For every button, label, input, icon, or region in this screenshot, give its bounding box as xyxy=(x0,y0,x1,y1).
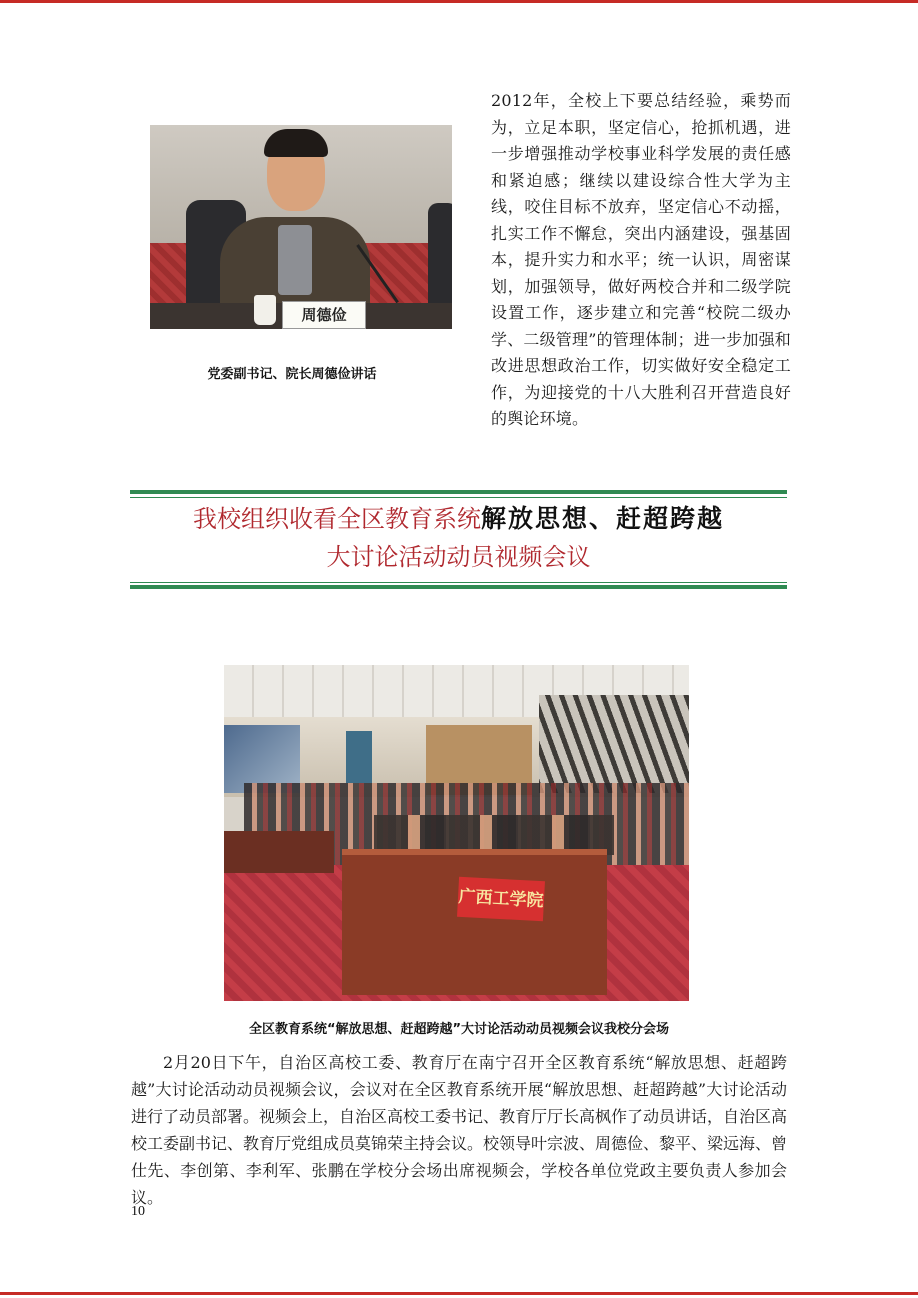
side-desk xyxy=(224,831,334,873)
headline-line-1 xyxy=(130,502,787,536)
headline-banner xyxy=(130,490,787,590)
speaker-collar xyxy=(278,225,312,295)
headline-emphasis: 解放思想、赶超跨越 xyxy=(480,504,724,533)
page-number: 10 xyxy=(131,1204,145,1219)
tea-cup xyxy=(254,295,276,325)
bottom-border xyxy=(0,1292,918,1295)
banner-bottom-rule xyxy=(130,585,787,589)
article-body-paragraph: 2月20日下午，自治区高校工委、教育厅在南宁召开全区教育系统“解放思想、赶超跨越”大讨论活动动员视频会议，会议对在全区教育系统开展“解放思想、赶超跨越”大讨论活动进行了动员部署。视频会上，自治区高校工委书记、教育厅厅长高枫作了动员讲话，自治区高校工委副书记、教育厅党组成员莫锦荣主持会议。校领导叶宗波、周德俭、黎平、梁远海、曾仕先、李创第、李利军、张鹏在学校分会场出席视频会，学校各单位党政主要负责人参加会议。 xyxy=(131,1053,788,1207)
main-desk xyxy=(342,855,607,995)
desk-sign: 广西工学院 xyxy=(457,877,545,921)
right-column-paragraph: 2012年，全校上下要总结经验，乘势而为，立足本职，坚定信心，抢抓机遇，进一步增强推动学校事业科学发展的责任感和紧迫感；继续以建设综合性大学为主线，咬住目标不放弃，坚定信心不动摇，扎实工作不懈怠，突出内涵建设，强基固本，提升实力和水平；统一认识，周密谋划，加强领导，做好两校合并和二级学院设置工作，逐步建立和完善“校院二级办学、二级管理”的管理体制；进一步加强和改进思想政治工作，切实做好安全稳定工作，为迎接党的十八大胜利召开营造良好的舆论环境。 xyxy=(491,91,791,428)
hall-mural xyxy=(539,695,689,793)
photo-chair xyxy=(428,203,452,313)
top-border xyxy=(0,0,918,3)
photo2-caption: 全区教育系统“解放思想、赶超跨越”大讨论活动动员视频会议我校分会场 xyxy=(248,1022,670,1037)
banner-top-thin-rule xyxy=(130,497,787,498)
wall-poster xyxy=(346,731,372,783)
speaker-photo xyxy=(150,125,452,329)
nameplate: 周德俭 xyxy=(282,301,366,329)
headline-line-2: 大讨论活动动员视频会议 xyxy=(326,543,591,571)
banner-bottom-thin-rule xyxy=(130,582,787,583)
banner-top-rule xyxy=(130,490,787,494)
headline-part-1: 我校组织收看全区教育系统 xyxy=(192,505,481,533)
photo1-caption: 党委副书记、院长周德俭讲话 xyxy=(207,367,377,382)
speaker-hair xyxy=(264,129,328,157)
meeting-hall-photo xyxy=(224,665,689,1001)
